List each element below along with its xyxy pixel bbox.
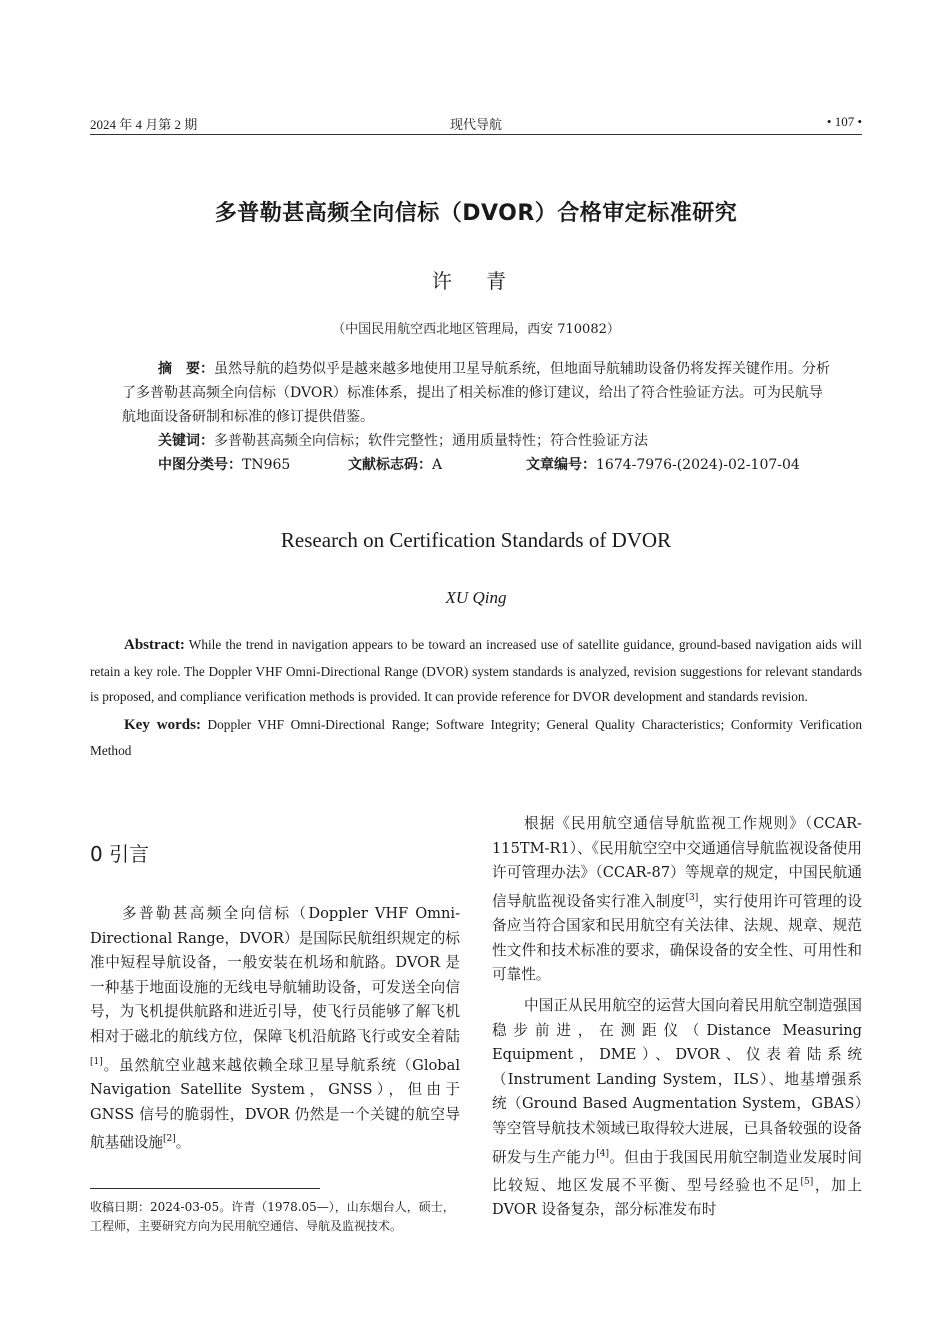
keywords-en-paragraph xyxy=(90,712,862,764)
issue-info: 2024 年 4 月第 2 期 xyxy=(90,117,198,132)
regulation-text-a: 根据《民用航空通信导航监视工作规则》（CCAR-115TM-R1）、《民用航空空中交通通信导航监视设备使用许可管理办法》（CCAR-87）等规章的规定，中国民航通信导航监视设备实行准入制度 xyxy=(492,815,862,910)
abstract-en xyxy=(90,632,862,766)
intro-paragraph xyxy=(90,902,460,1156)
intro-text-a: 多普勒甚高频全向信标（Doppler VHF Omni-Directional Range，DVOR）是国际民航组织规定的标准中短程导航设备，一般安装在机场和航路。DVOR 是一种基于地面设施的无线电导航辅助设备，可发送全向信号，为飞机提供航路和进近引导，使飞行员能够了解飞机相对于磁北的航线方位，保障飞机沿航路飞行或安全着陆 xyxy=(90,905,460,1045)
citation-4[interactable]: [4] xyxy=(596,1148,609,1159)
running-header xyxy=(90,114,862,132)
keywords-en-text: Doppler VHF Omni-Directional Range; Software Integrity; General Quality Characteristics; Conformity Verification Method xyxy=(90,716,862,758)
abstract-cn-paragraph xyxy=(122,357,832,429)
keywords-cn xyxy=(122,429,832,453)
footnote: 收稿日期：2024-03-05。许青（1978.05—），山东烟台人，硕士，工程师，主要研究方向为民用航空通信、导航及监视技术。 xyxy=(90,1200,455,1233)
affiliation: （中国民用航空西北地区管理局，西安 710082） xyxy=(332,322,620,337)
header-rule xyxy=(90,134,862,135)
industry-paragraph xyxy=(492,994,862,1223)
journal-name: 现代导航 xyxy=(449,117,502,132)
author-name: 许 青 xyxy=(431,269,521,293)
page-number: • 107 • xyxy=(826,114,862,129)
english-title: Research on Certification Standards of DVOR xyxy=(280,528,672,552)
clc-value: TN965 xyxy=(242,457,291,473)
classification-row xyxy=(122,453,832,477)
abstract-cn-label: 摘 要： xyxy=(158,361,214,377)
abstract-en-paragraph xyxy=(90,632,862,710)
footnote-rule xyxy=(90,1188,320,1189)
article-number-label: 文章编号： xyxy=(526,457,596,473)
article-number-group xyxy=(526,453,800,477)
industry-text-a: 中国正从民用航空的运营大国向着民用航空制造强国稳步前进，在测距仪（Distance Measuring Equipment，DME）、DVOR、仪表着陆系统（Instrument Landing System，ILS）、地基增强系统（Ground Based Augmentation System，GBAS）等空管导航技术领域已取得较大进展，已具备较强的设备研发与生产能力 xyxy=(492,997,862,1166)
doc-code-value: A xyxy=(432,457,443,473)
right-column xyxy=(492,812,862,1229)
intro-text-c: 。 xyxy=(175,1134,191,1152)
citation-3[interactable]: [3] xyxy=(685,892,699,903)
abstract-en-text: While the trend in navigation appears to be toward an increased use of satellite guidance, ground-based navigation aids will retain a key role. The Doppler VHF Omni-Directional Range (DVOR) system standards is analyzed, revision suggestions for relevant standards is proposed, and compliance verification methods is provided. It can provide reference for DVOR development and standards revision. xyxy=(90,637,862,704)
paper-title: 多普勒甚高频全向信标（DVOR）合格审定标准研究 xyxy=(214,201,738,226)
keywords-cn-label: 关键词： xyxy=(158,433,214,449)
citation-2[interactable]: [2] xyxy=(162,1134,176,1145)
keywords-cn-text: 多普勒甚高频全向信标；软件完整性；通用质量特性；符合性验证方法 xyxy=(214,433,648,449)
regulation-paragraph xyxy=(492,812,862,988)
english-author: XU Qing xyxy=(445,588,507,607)
industry-text-c: ，加上 DVOR 设备复杂，部分标准发布时 xyxy=(492,1176,862,1219)
article-number-value: 1674-7976-(2024)-02-107-04 xyxy=(596,457,800,473)
left-column xyxy=(90,838,460,1156)
doc-code-group xyxy=(348,453,442,477)
section-heading-intro: 0 引言 xyxy=(90,842,150,866)
citation-5[interactable]: [5] xyxy=(800,1177,814,1188)
abstract-cn xyxy=(122,357,832,477)
doc-code-label: 文献标志码： xyxy=(348,457,432,473)
regulation-text-b: ，实行使用许可管理的设备应当符合国家和民用航空有关法律、法规、规章、规范性文件和技术标准的要求，确保设备的安全性、可用性和可靠性。 xyxy=(492,892,862,984)
citation-1[interactable]: [1] xyxy=(90,1056,103,1067)
abstract-en-label: Abstract: xyxy=(124,637,185,653)
intro-text-b: 。虽然航空业越来越依赖全球卫星导航系统（Global Navigation Satellite System，GNSS），但由于 GNSS 信号的脆弱性，DVOR 仍然是一个关键的航空导航基础设施 xyxy=(90,1056,460,1152)
abstract-cn-text: 虽然导航的趋势似乎是越来越多地使用卫星导航系统，但地面导航辅助设备仍将发挥关键作用。分析了多普勒甚高频全向信标（DVOR）标准体系，提出了相关标准的修订建议，给出了符合性验证方法。可为民航导航地面设备研制和标准的修订提供借鉴。 xyxy=(122,361,830,425)
keywords-en-label: Key words: xyxy=(124,716,201,733)
industry-text-b: 。但由于我国民用航空制造业发展时间比较短、地区发展不平衡、型号经验也不足 xyxy=(492,1148,862,1194)
clc-group xyxy=(158,453,290,477)
clc-label: 中图分类号： xyxy=(158,457,242,473)
